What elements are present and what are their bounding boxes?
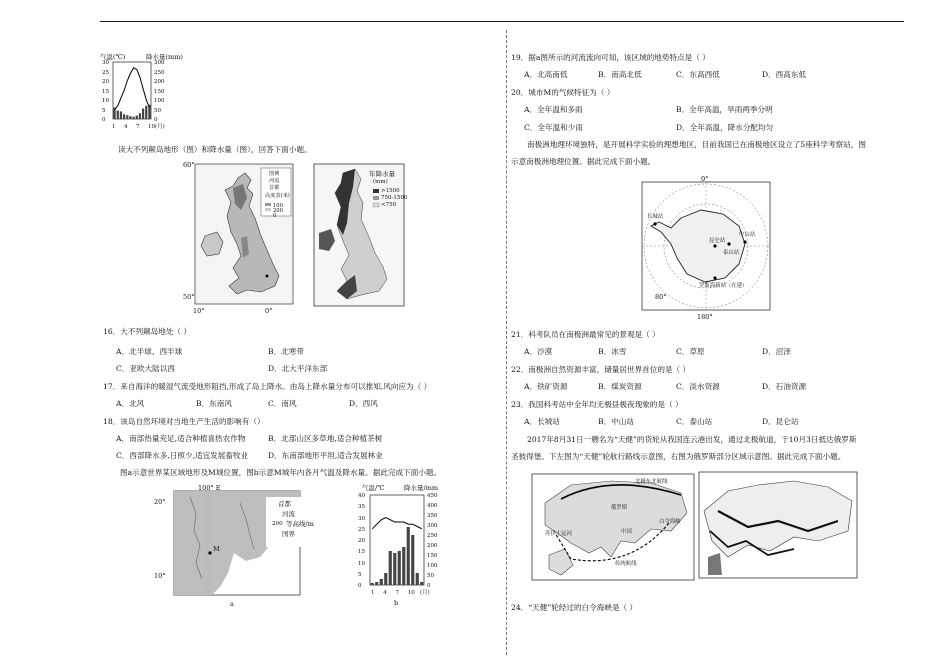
chart-b <box>348 483 448 609</box>
ship-l2: 俄罗斯 <box>611 505 628 511</box>
chart-b-left-label: 气温/℃ <box>362 484 385 492</box>
q17-d[interactable]: D．西风 <box>349 399 378 408</box>
precip-bar <box>132 117 134 119</box>
uk-lat-bottom: 50° <box>183 293 195 301</box>
precip-bar <box>145 106 147 119</box>
q21-c[interactable]: C．草原 <box>676 347 705 356</box>
intro-ship-2: 圣彼得堡。下左图为“天健”轮航行路线示意图，右图为俄罗斯部分区域示意图。据此完成下面小题。 <box>511 452 846 461</box>
q18-b[interactable]: B．北部山区多草地,适合种植茶树 <box>268 434 383 443</box>
precip-bar <box>380 579 383 585</box>
q22-d[interactable]: D．石油资源 <box>762 382 807 391</box>
ship-route-svg <box>531 473 695 581</box>
q16-a[interactable]: A．北半球、西半球 <box>116 347 183 356</box>
precip-bar <box>123 114 125 119</box>
precip-bar <box>120 111 122 119</box>
intro-ant-1: 南极洲地理环境独特，是开展科学实验的理想地区，目前我国已在南极地区设立了5座科学考察站，图 <box>527 140 866 149</box>
tick-label: 5 <box>102 107 106 114</box>
tick-label: 20 <box>358 538 365 544</box>
x-tick-label: 4 <box>124 124 128 130</box>
antarctica-map <box>641 174 771 324</box>
x-tick-label: 4 <box>383 590 387 596</box>
ant-ring: 80° <box>655 293 667 301</box>
map-a-caption: a <box>230 600 234 608</box>
tick-label: 450 <box>427 493 438 499</box>
chart-right-label: 降水量(mm) <box>146 53 183 61</box>
q16-b[interactable]: B．北寒带 <box>268 347 304 356</box>
legend-e1: 100 <box>273 203 283 209</box>
rain-unit: (mm) <box>373 179 388 185</box>
ship-l1: 北极东北航线 <box>635 479 668 485</box>
ship-l4: 白令海峡 <box>659 519 681 525</box>
legend-title: 图例 <box>269 171 280 177</box>
q21-b[interactable]: B．冰雪 <box>598 347 627 356</box>
q19-c[interactable]: C．东高西低 <box>676 70 720 79</box>
rain-l1: >1500 <box>381 188 400 194</box>
column-divider <box>506 30 507 655</box>
map-a-svg <box>150 483 320 609</box>
tick-label: 200 <box>427 543 438 549</box>
q23-c[interactable]: C．泰山站 <box>676 417 713 426</box>
q19-a[interactable]: A．北高南低 <box>524 70 568 79</box>
map-a-lat10: 10° <box>154 572 166 580</box>
precip-bar <box>117 110 119 119</box>
precip-bar <box>420 582 423 585</box>
tick-label: 0 <box>358 583 362 589</box>
q18-stem: 18．该岛自然环境对当地生产生活的影响有（） <box>103 417 265 426</box>
legend-contour-val: 200 <box>272 521 283 527</box>
precip-bar <box>407 527 410 585</box>
uk-lat-top: 60° <box>183 161 195 169</box>
tick-label: 25 <box>358 526 365 533</box>
uk-terrain-map <box>183 158 295 316</box>
x-tick-label: (月) <box>420 590 430 596</box>
x-tick-label: 1 <box>371 590 375 596</box>
q24-stem: 24．“天健”轮经过的白令海峡是（ ） <box>511 603 638 612</box>
rain-l2: 750-1500 <box>381 195 408 201</box>
x-tick-label: 7 <box>136 124 140 130</box>
precip-bar <box>139 113 141 119</box>
q19-b[interactable]: B．南高北低 <box>598 70 642 79</box>
tick-label: 200 <box>154 79 165 85</box>
x-tick-label: 10 <box>407 590 415 596</box>
tick-label: 150 <box>427 553 438 559</box>
q18-c[interactable]: C．西部降水多,日照少,适宜发展畜牧业 <box>116 451 249 460</box>
tick-label: 0 <box>102 117 106 123</box>
tick-label: 300 <box>154 60 165 66</box>
q20-stem: 20．城市M的气候特征为（ ） <box>511 88 615 97</box>
legend-capital-a: 首都 <box>278 500 291 508</box>
chart-b-caption: b <box>394 599 399 607</box>
rain-l3: <750 <box>381 202 397 208</box>
q17-b[interactable]: B．东南风 <box>196 399 232 408</box>
q17-stem: 17．来自海洋的暖湿气流受地形阻挡,形成了岛上降水。由岛上降水量分布可以推知,风向应为（ ） <box>103 382 432 391</box>
climate-chart-svg <box>98 52 188 132</box>
q22-c[interactable]: C．淡水资源 <box>676 382 720 391</box>
q21-d[interactable]: D．沼泽 <box>762 347 791 356</box>
station-2: 中山站 <box>739 232 756 238</box>
precip-bar <box>389 551 392 585</box>
q22-a[interactable]: A．铁矿资源 <box>524 382 568 391</box>
precip-bar <box>398 551 401 585</box>
tick-label: 250 <box>427 533 438 539</box>
map-a <box>150 483 320 609</box>
map-a-m: M <box>213 545 220 553</box>
q20-c[interactable]: C．全年温和少雨 <box>524 123 583 132</box>
q18-a[interactable]: A．南部热量充足,适合种植喜热农作物 <box>116 434 246 443</box>
tick-label: 25 <box>102 69 109 76</box>
tick-label: 300 <box>427 523 438 529</box>
intro-ship-1: 2017年8月31日一艘名为“天健”的货轮从我国连云港出发，通过北极航道，于10月3日抵达俄罗斯 <box>527 435 857 444</box>
tick-label: 10 <box>358 560 365 567</box>
q22-b[interactable]: B．煤炭资源 <box>598 382 642 391</box>
intro-m: 图a示意世界某区域地形及M城位置，图b示意M城年内各月气温及降水量。据此完成下面小题。 <box>120 468 442 477</box>
q23-stem: 23．我国科考站中全年均无极昼极夜现象的是（ ） <box>511 400 683 409</box>
tick-label: 5 <box>358 571 362 578</box>
q21-stem: 21．科考队员在南极洲最常见的景观是（ ） <box>511 330 660 339</box>
legend-e3: 0 <box>273 213 277 219</box>
legend-border-a: 国界 <box>282 530 295 538</box>
map-a-lon: 100° E <box>198 484 221 492</box>
tick-label: 0 <box>427 583 431 589</box>
precip-bar <box>142 109 144 119</box>
tick-label: 0 <box>154 117 158 123</box>
ship-l5: 传统航线 <box>615 561 637 567</box>
q22-stem: 22．南极洲自然资源丰富，储量居世界首位的是（ ） <box>511 365 691 374</box>
station-5: 罗斯海新站（在建） <box>699 283 748 289</box>
q16-stem: 16．大不列颠岛地处（ ） <box>103 327 192 336</box>
tick-label: 50 <box>154 107 161 114</box>
ship-l3: 中国 <box>621 529 632 535</box>
temperature-line <box>115 68 150 110</box>
uk-lon-left: 10° <box>193 307 205 315</box>
uk-rain-map <box>313 163 408 307</box>
tick-label: 100 <box>427 563 438 569</box>
precip-bar <box>393 553 396 585</box>
station-taishan-marker <box>727 242 730 245</box>
tick-label: 150 <box>154 88 165 95</box>
climate-chart-top <box>98 52 188 132</box>
q19-d[interactable]: D．西高东低 <box>762 70 807 79</box>
tick-label: 250 <box>154 69 165 76</box>
precip-bar <box>136 116 138 119</box>
russia-map <box>698 471 858 579</box>
tick-label: 30 <box>358 515 365 522</box>
legend-capital: 首都 <box>269 185 280 191</box>
precip-bar <box>402 547 405 585</box>
legend-river: 河流 <box>269 178 280 184</box>
uk-rain-svg <box>313 163 408 307</box>
m-city-marker <box>208 551 211 554</box>
precip-bar <box>384 573 387 585</box>
x-tick-label: 1 <box>112 124 116 130</box>
precip-bar <box>371 583 374 585</box>
q19-stem: 19．据a图所示的河流流向可知，该区域的地势特点是（ ） <box>511 53 710 62</box>
tick-label: 35 <box>358 504 365 511</box>
legend-elev: 高度表(米) <box>265 193 290 199</box>
intro-ant-2: 示意南极洲地理位置。据此完成下面小题。 <box>511 157 656 166</box>
precip-bar <box>411 535 414 585</box>
ant-top: 0° <box>701 175 709 183</box>
q16-c[interactable]: C．亚欧大陆以西 <box>116 364 175 373</box>
station-zhongshan-marker <box>743 240 746 243</box>
tick-label: 15 <box>358 549 365 556</box>
x-tick-label: 7 <box>395 590 399 596</box>
ship-route-map <box>531 473 695 581</box>
q23-b[interactable]: B．中山站 <box>598 417 634 426</box>
tick-label: 50 <box>427 573 434 579</box>
ant-bottom: 180° <box>697 313 713 321</box>
rain-title: 年降水量 <box>369 170 395 178</box>
tick-label: 30 <box>102 60 109 66</box>
x-tick-label: 10(月) <box>148 124 165 130</box>
legend-e2: 200 <box>273 208 283 214</box>
q23-a[interactable]: A．长城站 <box>524 417 560 426</box>
precip-bar <box>375 582 378 585</box>
top-rule <box>100 21 904 22</box>
station-changcheng-marker <box>653 222 656 225</box>
q23-d[interactable]: D．昆仑站 <box>762 417 799 426</box>
station-1: 长城站 <box>647 214 664 220</box>
russia-svg <box>698 471 858 579</box>
station-3: 泰山站 <box>723 250 740 256</box>
tick-label: 15 <box>102 88 109 95</box>
precip-bar <box>416 573 419 585</box>
tick-label: 10 <box>102 98 109 104</box>
q20-a[interactable]: A．全年温和多雨 <box>524 105 583 114</box>
chart-b-right-label: 降水量/mm <box>404 484 439 492</box>
legend-contour-a: 等高线/m <box>286 520 314 528</box>
q21-a[interactable]: A．沙漠 <box>524 347 553 356</box>
q17-c[interactable]: C．南风 <box>268 399 297 408</box>
tick-label: 20 <box>102 79 109 85</box>
q18-d[interactable]: D．东南部地形平坦,适合发展林业 <box>268 451 383 460</box>
tick-label: 40 <box>358 493 365 499</box>
ship-l6: 苏伊士运河 <box>545 531 572 537</box>
temperature-line <box>372 518 422 529</box>
q20-b[interactable]: B．全年高温，旱雨两季分明 <box>676 105 773 114</box>
station-rossnew-marker <box>713 276 716 279</box>
capital-marker <box>266 275 269 278</box>
q16-d[interactable]: D．北大平洋东部 <box>268 364 328 373</box>
tick-label: 400 <box>427 503 438 509</box>
precip-bar <box>126 115 128 119</box>
legend-river-a: 河流 <box>282 510 295 518</box>
uk-lon-right: 0° <box>265 307 273 315</box>
q20-d[interactable]: D．全年高温，降水分配均匀 <box>676 123 774 132</box>
precip-bar <box>129 116 131 119</box>
tick-label: 100 <box>154 98 165 104</box>
q17-a[interactable]: A．北风 <box>116 399 145 408</box>
map-a-lat20: 20° <box>154 498 166 506</box>
intro-uk: 读大不列颠岛地形（图）和降水量（图），回答下面小题。 <box>118 145 312 154</box>
chart-left-label: 气温(℃) <box>100 53 126 61</box>
station-4: 昆仑站 <box>709 238 726 244</box>
tick-label: 350 <box>427 513 438 519</box>
